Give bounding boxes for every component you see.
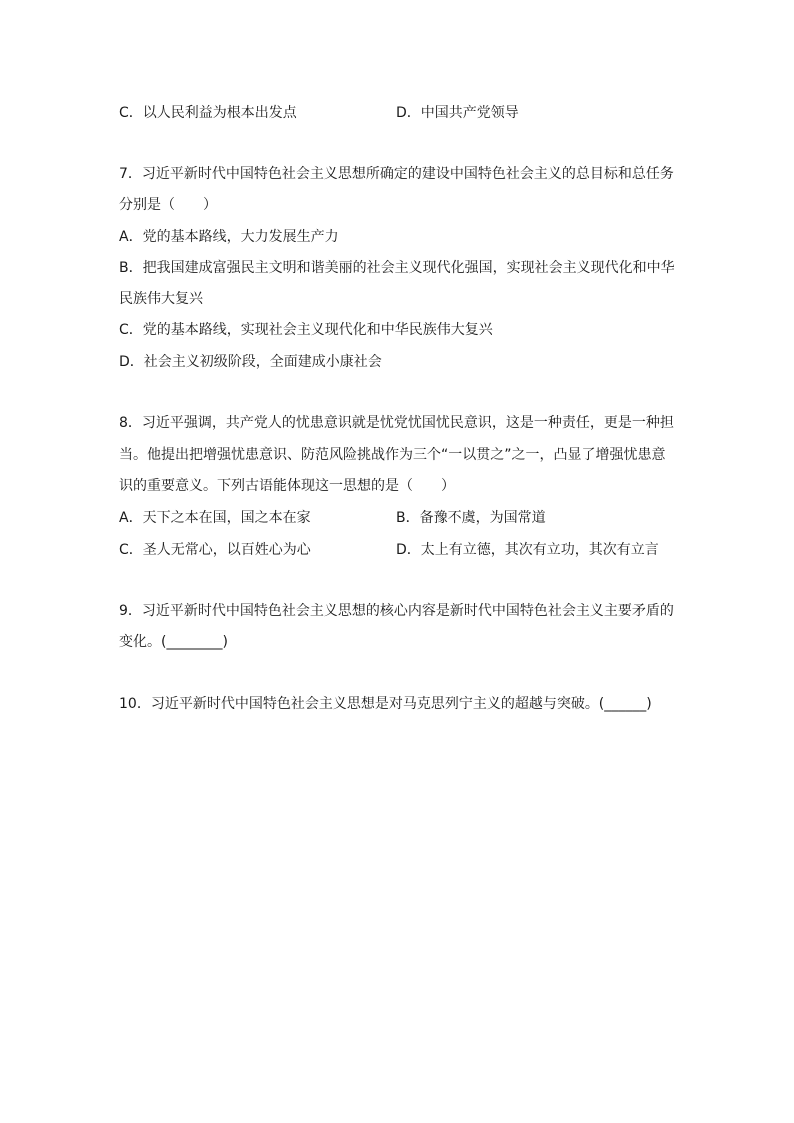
- q8-stem-line3: 识的重要意义。下列古语能体现这一思想的是（ ）: [119, 478, 455, 494]
- q8-option-b: B．备豫不虞，为国常道: [396, 510, 546, 526]
- q7-option-b-line2: 民族伟大复兴: [119, 291, 203, 307]
- q7-option-d: D．社会主义初级阶段，全面建成小康社会: [119, 354, 382, 370]
- q7-stem-line1: 7．习近平新时代中国特色社会主义思想所确定的建设中国特色社会主义的总目标和总任务: [119, 166, 674, 182]
- q7-option-a: A．党的基本路线，大力发展生产力: [119, 229, 339, 245]
- q8-option-a: A．天下之本在国，国之本在家: [119, 510, 311, 526]
- q7-option-c: C．党的基本路线，实现社会主义现代化和中华民族伟大复兴: [119, 322, 493, 338]
- q7-stem-line2: 分别是（ ）: [119, 197, 217, 213]
- q8-stem-line1: 8．习近平强调，共产党人的忧患意识就是忧党忧国忧民意识，这是一种责任，更是一种担: [119, 415, 674, 431]
- q8-option-c: C．圣人无常心，以百姓心为心: [119, 542, 311, 558]
- q10-stem-line1: 10．习近平新时代中国特色社会主义思想是对马克思列宁主义的超越与突破。(______): [119, 696, 652, 712]
- q6-option-c: C．以人民利益为根本出发点: [119, 105, 297, 121]
- q8-option-d: D．太上有立德，其次有立功，其次有立言: [396, 542, 659, 558]
- q9-stem-line1: 9．习近平新时代中国特色社会主义思想的核心内容是新时代中国特色社会主义主要矛盾的: [119, 603, 674, 619]
- q9-stem-line2: 变化。(________): [119, 634, 228, 650]
- q6-option-d: D．中国共产党领导: [396, 105, 519, 121]
- q7-option-b-line1: B．把我国建成富强民主文明和谐美丽的社会主义现代化强国，实现社会主义现代化和中华: [119, 260, 675, 276]
- q8-stem-line2: 当。他提出把增强忧患意识、防范风险挑战作为三个“一以贯之”之一，凸显了增强忧患意: [119, 447, 666, 463]
